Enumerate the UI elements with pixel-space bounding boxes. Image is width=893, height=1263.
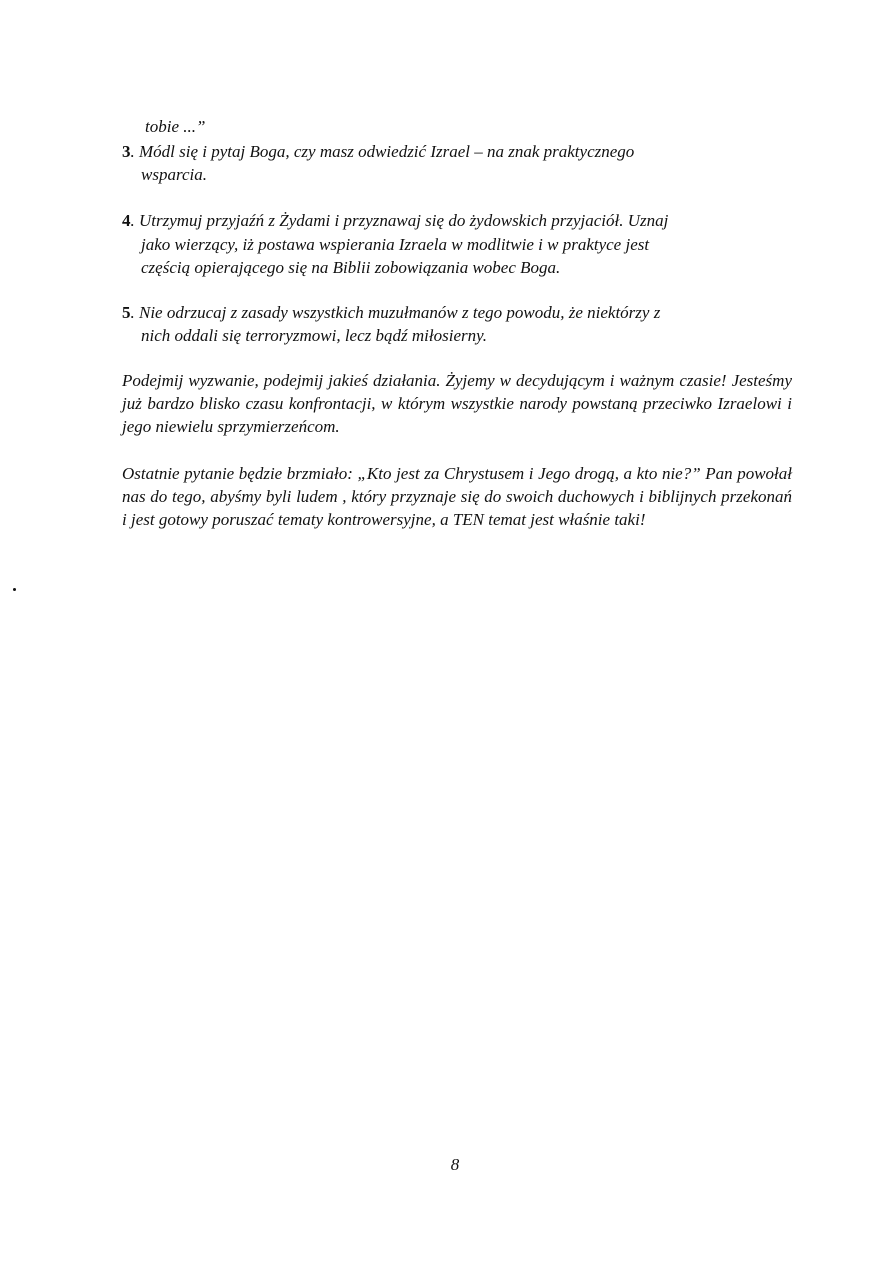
body-paragraph: Ostatnie pytanie będzie brzmiało: „Kto jest za Chrystusem i Jego drogą, a kto nie?” Pan powołał nas do tego, abyśmy byli ludem , który przyznaje się do swoich duchowych i biblijnych przekonań i jest gotowy poruszać tematy kontrowersyjne, a TEN temat jest właśnie taki! [122,464,792,529]
list-item-text: wsparcia. [141,165,207,184]
list-item-text: częścią opierającego się na Biblii zobowiązania wobec Boga. [141,258,561,277]
list-item-number: 5 [122,303,131,322]
list-item-text: . Nie odrzucaj z zasady wszystkich muzułmanów z tego powodu, że niektórzy z [130,303,661,322]
list-item-number: 4 [122,211,131,230]
body-paragraph: Podejmij wyzwanie, podejmij jakieś działania. Żyjemy w decydującym i ważnym czasie! Jesteśmy już bardzo blisko czasu konfrontacji, w którym wszystkie narody powstaną przeciwko Izraelowi i jego niewielu sprzymierzeńcom. [122,371,792,436]
list-item-line [122,140,634,163]
list-item-text: . Utrzymuj przyjaźń z Żydami i przyznawaj się do żydowskich przyjaciół. Uznaj [130,211,669,230]
list-item-text: jako wierzący, iż postawa wspierania Izraela w modlitwie i w praktyce jest [141,235,650,254]
list-item-line [122,209,668,232]
continuation-text: tobie ...” [145,117,206,136]
list-item-text: . Módl się i pytaj Boga, czy masz odwiedzić Izrael – na znak praktycznego [130,142,635,161]
page-number: 8 [450,1155,460,1174]
list-item-number: 3 [122,142,131,161]
list-item-line [122,301,660,324]
margin-dot-mark [13,588,16,591]
list-item-text: nich oddali się terroryzmowi, lecz bądź miłosierny. [141,326,487,345]
